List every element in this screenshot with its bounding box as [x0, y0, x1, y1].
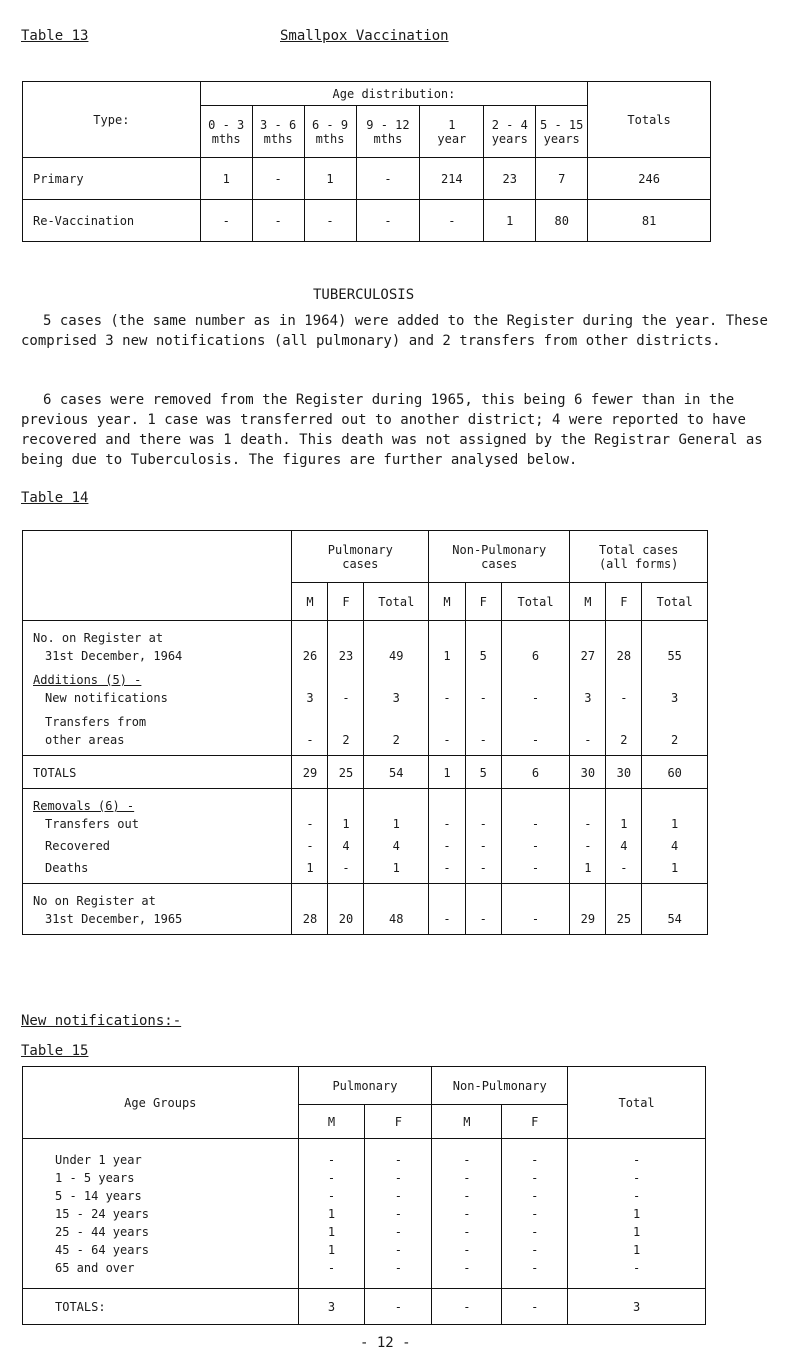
table-15	[22, 1066, 706, 1325]
table-cell: -	[306, 733, 314, 747]
tb-paragraph-2: 6 cases were removed from the Register during 1965, this being 6 fewer than in the previous year. 1 case was transferred out to another district; 4 were reported to have recovered and there was 1 death. This death was not assigned by the Registrar General as being due to Tuberculosis. The figures are further analysed below.	[21, 392, 763, 468]
sub-header: F	[465, 583, 501, 621]
table-cell: -	[394, 1189, 403, 1203]
table-cell: 1	[484, 200, 536, 242]
table-cell: 25	[616, 912, 632, 926]
table-cell: -	[502, 1289, 568, 1325]
value-column	[465, 789, 501, 884]
table-cell: -	[327, 1153, 336, 1167]
table-cell: -	[327, 1171, 336, 1185]
table-cell	[466, 713, 501, 731]
row-label: Removals (6) -	[33, 799, 135, 813]
value-column	[298, 1139, 365, 1289]
table-cell: 2	[392, 733, 400, 747]
table-cell: -	[327, 1261, 336, 1275]
page-number: - 12 -	[360, 1335, 411, 1351]
table-cell: 1	[200, 158, 252, 200]
table-cell: -	[252, 158, 304, 200]
table-cell: -	[463, 1171, 471, 1185]
table-cell: 4	[342, 839, 350, 853]
table-cell	[292, 629, 327, 647]
table-cell: 23	[484, 158, 536, 200]
table-cell	[328, 713, 363, 731]
table-cell: 30	[616, 766, 632, 780]
table-cell: 1	[632, 1225, 641, 1239]
table-cell	[364, 892, 428, 910]
table-cell: -	[531, 839, 540, 853]
table-cell: 1	[632, 1207, 641, 1221]
table-cell: -	[531, 733, 540, 747]
table-cell	[642, 671, 707, 689]
tb-heading: TUBERCULOSIS	[313, 287, 415, 303]
row-label: 31st December, 1964	[45, 649, 183, 663]
table-cell: -	[584, 839, 592, 853]
table-cell: -	[306, 817, 314, 831]
value-column	[432, 1139, 502, 1289]
row-labels	[23, 621, 292, 756]
table-cell: 1	[327, 1225, 336, 1239]
table-cell: 55	[667, 649, 682, 663]
row-label: TOTALS	[33, 766, 77, 780]
table-cell: 81	[588, 200, 711, 242]
table-cell: -	[356, 200, 420, 242]
table-cell: -	[531, 1171, 539, 1185]
value-column	[429, 789, 466, 884]
table-cell: -	[620, 691, 628, 705]
table-cell: 1	[392, 861, 400, 875]
sub-header: M	[292, 583, 328, 621]
table-cell: -	[463, 1153, 471, 1167]
t14-corner	[23, 531, 292, 621]
age-group: 1 - 5 years	[55, 1171, 135, 1185]
table-cell	[429, 797, 465, 815]
table-cell: 3	[584, 691, 592, 705]
value-column	[292, 621, 328, 756]
table-cell: -	[252, 200, 304, 242]
table-cell: 60	[667, 766, 682, 780]
table-cell: -	[365, 1289, 432, 1325]
table-cell	[292, 797, 327, 815]
table-cell: 5	[479, 766, 487, 780]
age-group: 5 - 14 years	[55, 1189, 142, 1203]
table-cell: -	[632, 1189, 641, 1203]
table-cell	[642, 892, 707, 910]
table-cell: -	[304, 200, 356, 242]
table-cell	[466, 892, 501, 910]
value-column	[365, 1139, 432, 1289]
table-cell: 7	[536, 158, 588, 200]
value-column	[328, 884, 364, 935]
age-groups-header: Age Groups	[23, 1067, 299, 1139]
table-cell: -	[463, 1261, 471, 1275]
tb-paragraph-1: 5 cases (the same number as in 1964) were added to the Register during the year. These comprised 3 new notifications (all pulmonary) and 2 transfers from other districts.	[21, 313, 768, 349]
table-cell: -	[479, 733, 487, 747]
value-column	[465, 756, 501, 789]
table-cell: 3	[392, 691, 400, 705]
table-cell	[328, 892, 363, 910]
sub-header: F	[502, 1105, 568, 1139]
row-labels	[23, 884, 292, 935]
row-label: 31st December, 1965	[45, 912, 183, 926]
age-column-header: 9 - 12 mths	[356, 106, 420, 158]
table-cell: -	[394, 1171, 403, 1185]
sub-header: F	[365, 1105, 432, 1139]
sub-header: Total	[501, 583, 570, 621]
value-column	[570, 621, 606, 756]
table-cell: 1	[306, 861, 314, 875]
table-cell: 29	[302, 766, 318, 780]
table-cell: 49	[389, 649, 404, 663]
table-cell: 4	[392, 839, 400, 853]
row-label: Re-Vaccination	[23, 200, 201, 242]
table-cell: -	[479, 839, 487, 853]
value-column	[501, 756, 570, 789]
table-cell	[570, 713, 605, 731]
page-title: Smallpox Vaccination	[280, 28, 449, 44]
table-cell: 20	[338, 912, 354, 926]
value-column	[606, 789, 642, 884]
row-label: Transfers out	[45, 817, 139, 831]
table-cell	[429, 629, 465, 647]
table-cell	[502, 797, 570, 815]
value-column	[292, 789, 328, 884]
table-cell: -	[463, 1207, 471, 1221]
table-cell: -	[632, 1261, 641, 1275]
table-cell	[570, 892, 605, 910]
table-cell: -	[479, 912, 487, 926]
table-cell: -	[394, 1207, 403, 1221]
table-cell	[328, 629, 363, 647]
table-cell: 1	[392, 817, 400, 831]
age-group: 65 and over	[55, 1261, 135, 1275]
table-cell	[606, 892, 641, 910]
value-column	[642, 621, 708, 756]
table-cell: 25	[338, 766, 354, 780]
table-cell: -	[306, 839, 314, 853]
table-cell	[466, 629, 501, 647]
table-cell: -	[620, 861, 628, 875]
table-cell: -	[632, 1153, 641, 1167]
t15-pulmonary-header: Pulmonary	[298, 1067, 432, 1105]
table-cell: 3	[306, 691, 314, 705]
age-column-header: 0 - 3 mths	[200, 106, 252, 158]
table-cell	[642, 629, 707, 647]
table-cell: -	[463, 1225, 471, 1239]
age-group: Under 1 year	[55, 1153, 142, 1167]
table-cell: 28	[302, 912, 318, 926]
table-cell: -	[394, 1153, 403, 1167]
value-column	[328, 756, 364, 789]
row-label: Recovered	[45, 839, 111, 853]
age-distribution-header: Age distribution:	[200, 82, 587, 106]
table-cell: -	[342, 691, 350, 705]
table-cell: 23	[338, 649, 354, 663]
table-cell	[328, 671, 363, 689]
table-15-label: Table 15	[21, 1043, 89, 1059]
table-cell: 6	[531, 766, 540, 780]
table-cell: -	[531, 1189, 539, 1203]
row-label: No on Register at	[33, 894, 156, 908]
table-cell: -	[531, 912, 540, 926]
value-column	[429, 756, 466, 789]
table-cell: -	[531, 1225, 539, 1239]
table-cell	[429, 671, 465, 689]
value-column	[501, 789, 570, 884]
table-cell	[502, 671, 570, 689]
table-cell: 80	[536, 200, 588, 242]
table-cell: -	[432, 1289, 502, 1325]
table-cell: -	[342, 861, 350, 875]
table-cell: 1	[632, 1243, 641, 1257]
value-column	[642, 884, 708, 935]
value-column	[501, 621, 570, 756]
value-column	[642, 789, 708, 884]
table-cell	[642, 713, 707, 731]
value-column	[606, 621, 642, 756]
table-cell	[466, 671, 501, 689]
table-cell: -	[584, 733, 592, 747]
value-column	[502, 1139, 568, 1289]
table-cell: -	[443, 839, 451, 853]
table-cell: -	[531, 1243, 539, 1257]
table-cell: 29	[580, 912, 596, 926]
table-cell: 1	[327, 1207, 336, 1221]
table-cell	[364, 797, 428, 815]
value-column	[328, 621, 364, 756]
table-number: Table 13	[21, 28, 89, 44]
value-column	[429, 884, 466, 935]
value-column	[570, 756, 606, 789]
type-header: Type:	[23, 82, 201, 158]
table-cell: 48	[389, 912, 404, 926]
table-cell	[502, 629, 570, 647]
table-cell: 1	[671, 817, 679, 831]
new-notifications-label: New notifications:-	[21, 1013, 182, 1029]
value-column	[568, 1139, 706, 1289]
table-cell	[606, 713, 641, 731]
value-column	[364, 789, 429, 884]
value-column	[606, 756, 642, 789]
value-column	[364, 884, 429, 935]
table-cell	[606, 671, 641, 689]
table-cell: -	[531, 861, 540, 875]
table-cell: 5	[479, 649, 487, 663]
table-cell: -	[420, 200, 484, 242]
table-cell: -	[443, 861, 451, 875]
t14-group-pulmonary: Pulmonary cases	[292, 531, 429, 583]
age-column-header: 1 year	[420, 106, 484, 158]
t14-group-non-pulmonary: Non-Pulmonary cases	[429, 531, 570, 583]
sub-header: M	[570, 583, 606, 621]
sub-header: Total	[642, 583, 708, 621]
table-cell: 3	[568, 1289, 706, 1325]
table-cell: 1	[620, 817, 628, 831]
table-cell: -	[394, 1243, 403, 1257]
sub-header: F	[606, 583, 642, 621]
table-cell: 30	[580, 766, 596, 780]
table-cell: 1	[327, 1243, 336, 1257]
table-cell	[606, 797, 641, 815]
table-cell: 1	[342, 817, 350, 831]
table-cell: -	[463, 1243, 471, 1257]
value-column	[642, 756, 708, 789]
table-cell: 28	[616, 649, 632, 663]
table-cell: -	[479, 861, 487, 875]
table-cell: -	[327, 1189, 336, 1203]
table-cell: 27	[580, 649, 596, 663]
table-cell: -	[479, 691, 487, 705]
table-cell: -	[200, 200, 252, 242]
age-column-header: 6 - 9 mths	[304, 106, 356, 158]
table-cell	[570, 629, 605, 647]
table-cell	[364, 629, 428, 647]
table-cell	[292, 671, 327, 689]
table-cell: 54	[389, 766, 404, 780]
table-cell: -	[531, 1207, 539, 1221]
table-cell	[364, 713, 428, 731]
table-cell: 2	[620, 733, 628, 747]
row-label: Transfers from	[45, 715, 147, 729]
value-column	[570, 789, 606, 884]
table-cell	[292, 892, 327, 910]
row-label: other areas	[45, 733, 125, 747]
table-cell: 1	[584, 861, 592, 875]
sub-header: M	[432, 1105, 502, 1139]
table-cell: -	[531, 1261, 539, 1275]
totals-header: Totals	[588, 82, 711, 158]
table-cell: 1	[671, 861, 679, 875]
sub-header: M	[429, 583, 466, 621]
age-column-header: 3 - 6 mths	[252, 106, 304, 158]
table-cell: -	[632, 1171, 641, 1185]
row-label: New notifications	[45, 691, 168, 705]
value-column	[465, 884, 501, 935]
table-cell	[606, 629, 641, 647]
table-cell: -	[443, 691, 451, 705]
table-cell: 246	[588, 158, 711, 200]
value-column	[501, 884, 570, 935]
age-group: 45 - 64 years	[55, 1243, 149, 1257]
table-cell: -	[531, 1153, 539, 1167]
table-cell	[429, 713, 465, 731]
table-cell	[502, 892, 570, 910]
value-column	[364, 756, 429, 789]
table-cell: -	[479, 817, 487, 831]
row-label: Deaths	[45, 861, 89, 875]
table-cell: -	[394, 1225, 403, 1239]
age-group: 15 - 24 years	[55, 1207, 149, 1221]
table-cell: -	[443, 817, 451, 831]
table-cell	[502, 713, 570, 731]
row-label: No. on Register at	[33, 631, 164, 645]
value-column	[292, 884, 328, 935]
table-cell: -	[463, 1189, 471, 1203]
table-cell: -	[531, 817, 540, 831]
table-cell: -	[443, 733, 451, 747]
table-cell	[429, 892, 465, 910]
table-cell: 1	[443, 766, 451, 780]
value-column	[606, 884, 642, 935]
table-cell: 6	[531, 649, 540, 663]
value-column	[570, 884, 606, 935]
value-column	[292, 756, 328, 789]
table-cell: 26	[302, 649, 318, 663]
t14-group-total: Total cases (all forms)	[570, 531, 708, 583]
t15-non-pulmonary-header: Non-Pulmonary	[432, 1067, 568, 1105]
table-cell: 214	[420, 158, 484, 200]
table-cell: 1	[304, 158, 356, 200]
table-cell	[292, 713, 327, 731]
table-cell: -	[394, 1261, 403, 1275]
table-cell	[570, 671, 605, 689]
table-cell: 54	[667, 912, 682, 926]
table-cell: -	[531, 691, 540, 705]
table-cell	[466, 797, 501, 815]
table-14-label: Table 14	[21, 490, 89, 506]
table-cell: 2	[671, 733, 679, 747]
table-cell	[642, 797, 707, 815]
table-cell: 3	[671, 691, 679, 705]
t15-total-header: Total	[568, 1067, 706, 1139]
row-label: Primary	[23, 158, 201, 200]
table-cell: -	[584, 817, 592, 831]
table-cell: -	[356, 158, 420, 200]
value-column	[465, 621, 501, 756]
table-cell: 3	[298, 1289, 365, 1325]
table-cell: 4	[671, 839, 679, 853]
table-cell: 1	[443, 649, 451, 663]
age-group-labels	[23, 1139, 299, 1289]
value-column	[328, 789, 364, 884]
table-cell	[570, 797, 605, 815]
table-14	[22, 530, 708, 935]
sub-header: F	[328, 583, 364, 621]
table-cell: 2	[342, 733, 350, 747]
table-cell: -	[443, 912, 451, 926]
table-cell	[364, 671, 428, 689]
age-column-header: 2 - 4 years	[484, 106, 536, 158]
value-column	[364, 621, 429, 756]
totals-label: TOTALS:	[23, 1289, 299, 1325]
table-13	[22, 81, 711, 242]
table-cell	[328, 797, 363, 815]
sub-header: Total	[364, 583, 429, 621]
table-cell: 4	[620, 839, 628, 853]
value-column	[429, 621, 466, 756]
row-label: Additions (5) -	[33, 673, 142, 687]
row-labels	[23, 789, 292, 884]
row-labels	[23, 756, 292, 789]
sub-header: M	[298, 1105, 365, 1139]
age-column-header: 5 - 15 years	[536, 106, 588, 158]
age-group: 25 - 44 years	[55, 1225, 149, 1239]
